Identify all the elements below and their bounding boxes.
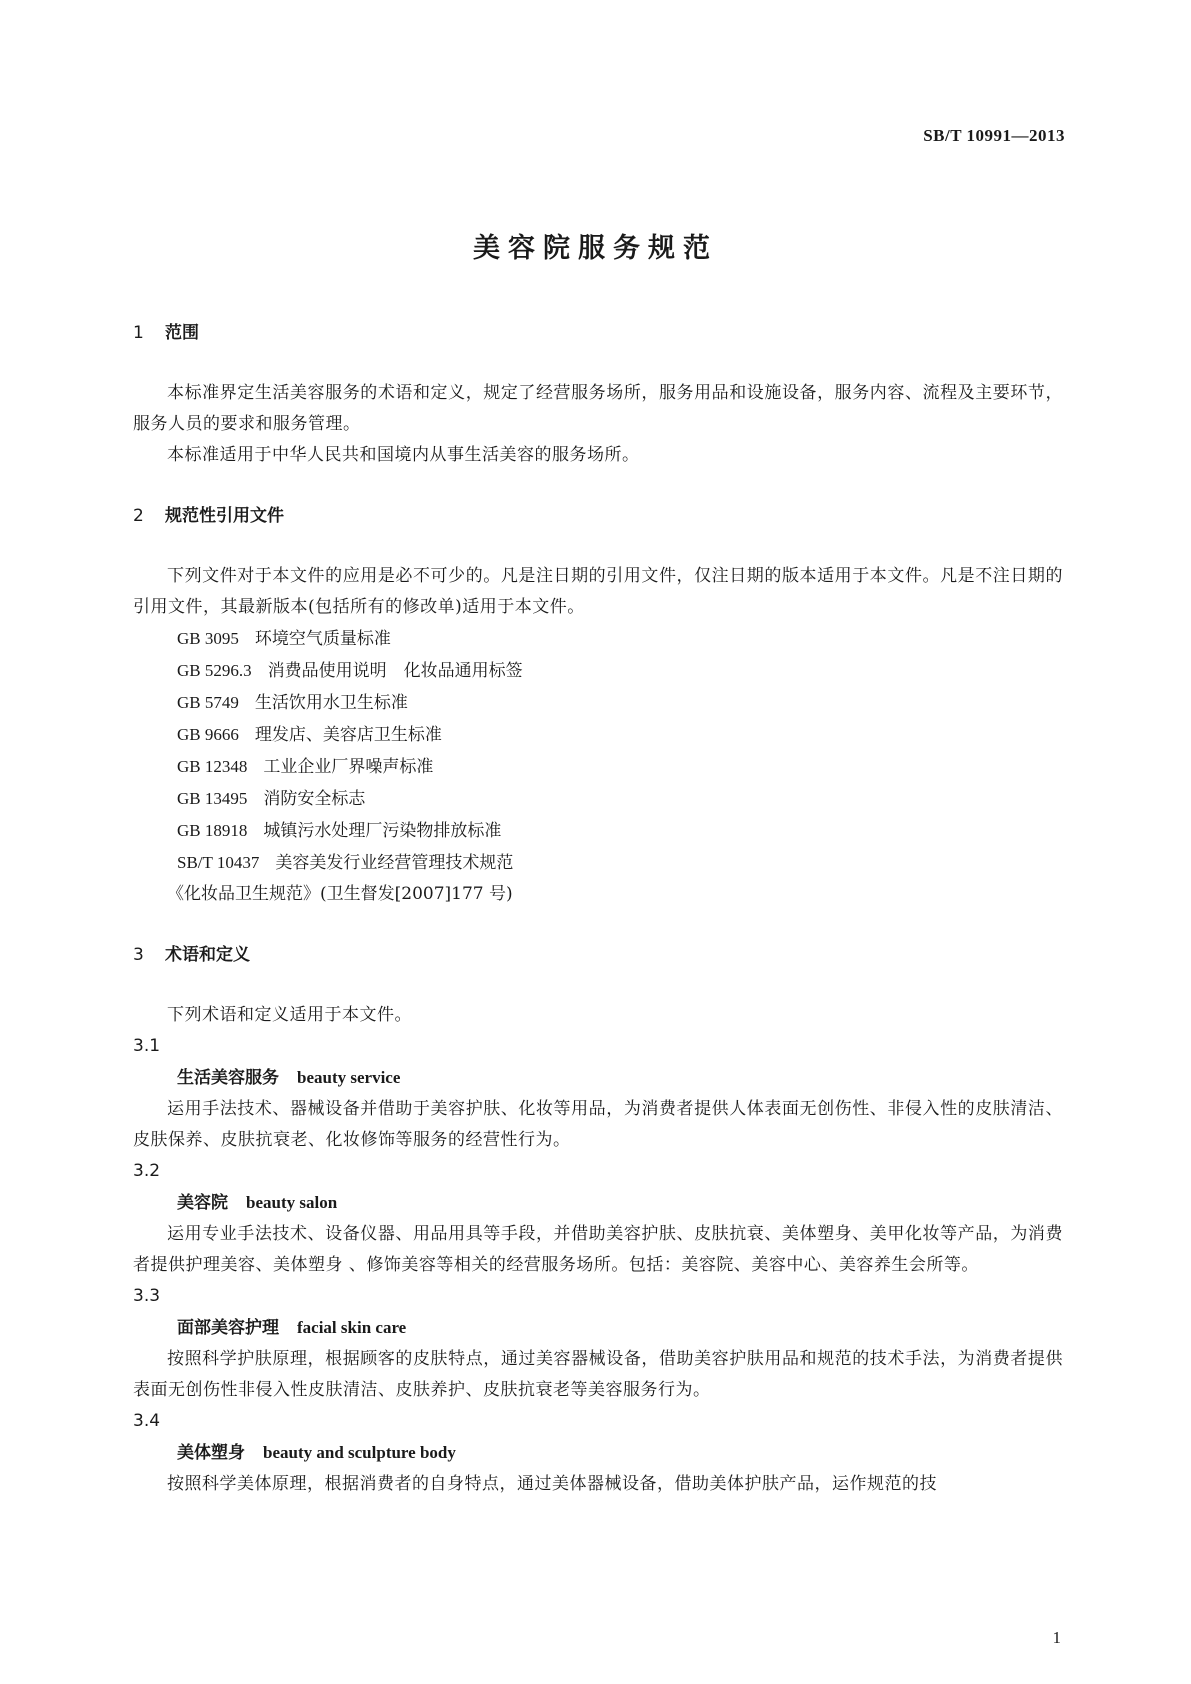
paragraph: 本标准适用于中华人民共和国境内从事生活美容的服务场所。 <box>167 445 640 465</box>
term-name <box>177 1187 1063 1219</box>
section-number: 1 <box>133 323 144 343</box>
reference-name: 生活饮用水卫生标准 <box>254 693 408 713</box>
reference-code: GB 9666 <box>177 725 239 744</box>
paragraph: 下列术语和定义适用于本文件。 <box>167 1005 412 1025</box>
reference-item <box>177 719 1063 751</box>
section-number: 3 <box>133 945 144 965</box>
reference-name: 城镇污水处理厂污染物排放标准 <box>263 821 502 841</box>
term-en: facial skin care <box>297 1318 407 1337</box>
term-definition: 运用手法技术、器械设备并借助于美容护肤、化妆等用品，为消费者提供人体表面无创伤性、非侵入性的皮肤清洁、皮肤保养、皮肤抗衰老、化妆修饰等服务的经营性行为。 <box>133 1099 1063 1150</box>
term-definition: 按照科学美体原理，根据消费者的自身特点，通过美体器械设备，借助美体护肤产品，运作规范的技 <box>167 1474 937 1494</box>
term-number: 3.3 <box>133 1286 161 1306</box>
term-definition: 按照科学护肤原理，根据顾客的皮肤特点，通过美容器械设备，借助美容护肤用品和规范的技术手法，为消费者提供表面无创伤性非侵入性皮肤清洁、皮肤养护、皮肤抗衰老等美容服务行为。 <box>133 1349 1063 1400</box>
reference-item <box>177 815 1063 847</box>
term-cn: 美体塑身 <box>177 1443 245 1463</box>
reference-item <box>177 751 1063 783</box>
term-name <box>177 1062 1063 1094</box>
reference-code: GB 13495 <box>177 789 248 808</box>
reference-code: GB 12348 <box>177 757 248 776</box>
section-title: 规范性引用文件 <box>165 506 284 526</box>
reference-name: 消费品使用说明 化妆品通用标签 <box>267 661 523 681</box>
reference-name: 消防安全标志 <box>263 789 366 809</box>
document-body <box>133 318 1063 1500</box>
term-cn: 面部美容护理 <box>177 1318 279 1338</box>
reference-code: GB 5749 <box>177 693 239 712</box>
term-definition: 运用专业手法技术、设备仪器、用品用具等手段，并借助美容护肤、皮肤抗衰、美体塑身、美甲化妆等产品，为消费者提供护理美容、美体塑身 、修饰美容等相关的经营服务场所。包括：美容院、美容中心、美容养生会所等。 <box>133 1224 1063 1275</box>
reference-item: 《化妆品卫生规范》(卫生督发[2007]177 号) <box>167 884 513 904</box>
reference-item <box>177 783 1063 815</box>
term-name <box>177 1437 1063 1469</box>
term-en: beauty salon <box>246 1193 338 1212</box>
section-3-heading <box>133 940 1063 970</box>
reference-code: SB/T 10437 <box>177 853 260 872</box>
term-cn: 美容院 <box>177 1193 228 1213</box>
reference-name: 环境空气质量标准 <box>254 629 391 649</box>
term-number: 3.2 <box>133 1161 161 1181</box>
term-en: beauty and sculpture body <box>263 1443 456 1462</box>
section-1-heading <box>133 318 1063 348</box>
paragraph: 本标准界定生活美容服务的术语和定义，规定了经营服务场所，服务用品和设施设备，服务内容、流程及主要环节，服务人员的要求和服务管理。 <box>133 383 1063 434</box>
section-title: 范围 <box>165 323 199 343</box>
reference-item <box>177 847 1063 879</box>
reference-name: 理发店、美容店卫生标准 <box>254 725 442 745</box>
reference-name: 工业企业厂界噪声标准 <box>263 757 434 777</box>
paragraph: 下列文件对于本文件的应用是必不可少的。凡是注日期的引用文件，仅注日期的版本适用于本文件。凡是不注日期的引用文件，其最新版本(包括所有的修改单)适用于本文件。 <box>133 566 1063 617</box>
term-cn: 生活美容服务 <box>177 1068 279 1088</box>
reference-code: GB 5296.3 <box>177 661 252 680</box>
page-number: 1 <box>1052 1628 1061 1647</box>
term-number: 3.1 <box>133 1036 161 1056</box>
section-number: 2 <box>133 506 144 526</box>
reference-item <box>177 623 1063 655</box>
reference-code: GB 18918 <box>177 821 248 840</box>
reference-code: GB 3095 <box>177 629 239 648</box>
term-name <box>177 1312 1063 1344</box>
section-title: 术语和定义 <box>165 945 250 965</box>
term-en: beauty service <box>297 1068 401 1087</box>
term-number: 3.4 <box>133 1411 161 1431</box>
reference-name: 美容美发行业经营管理技术规范 <box>275 853 514 873</box>
reference-item <box>177 687 1063 719</box>
section-2-heading <box>133 501 1063 531</box>
standard-code: SB/T 10991—2013 <box>923 126 1065 145</box>
document-title: 美容院服务规范 <box>473 233 718 264</box>
reference-item <box>177 655 1063 687</box>
